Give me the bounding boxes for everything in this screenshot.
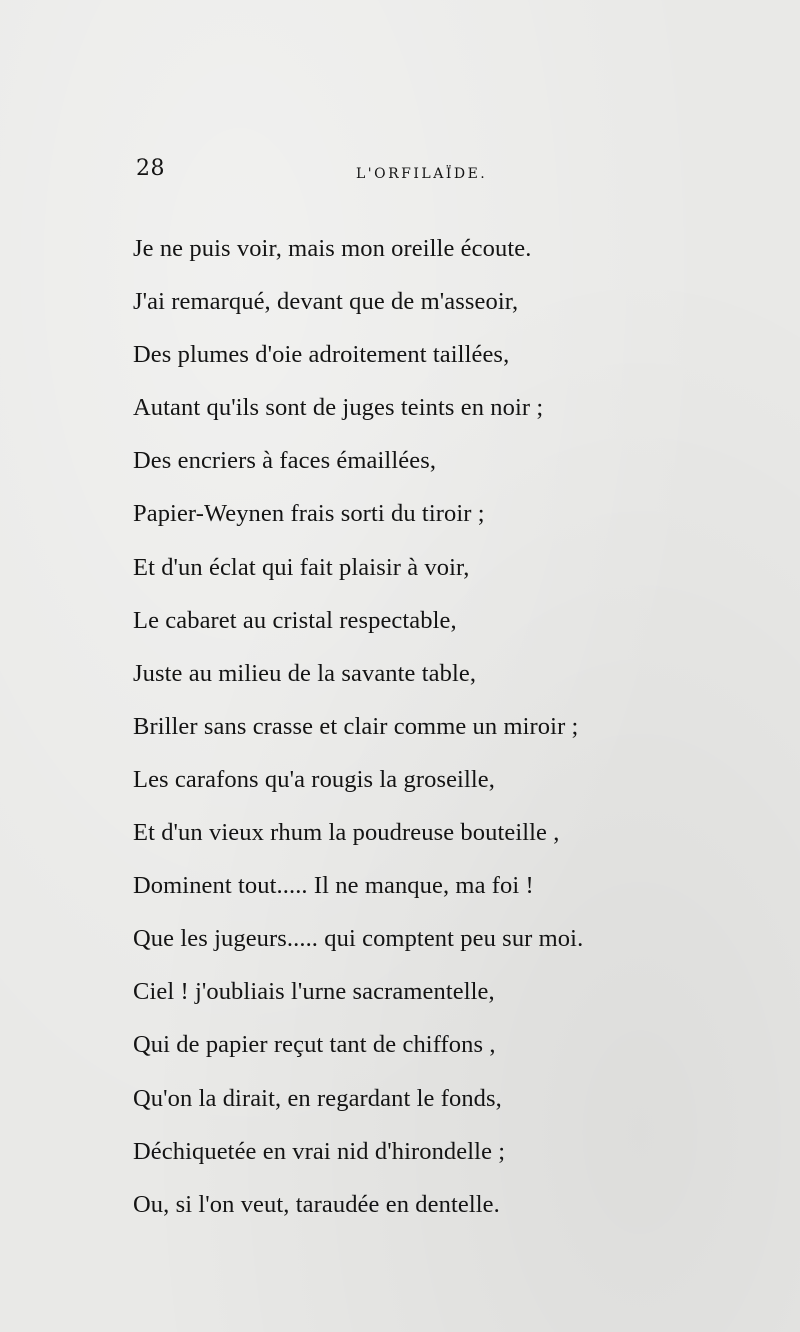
verse-line: J'ai remarqué, devant que de m'asseoir, [133,288,519,316]
running-head: L'ORFILAÏDE. [356,166,488,182]
verse-line: Les carafons qu'a rougis la groseille, [133,765,495,793]
verse-line: Qui de papier reçut tant de chiffons , [133,1031,496,1059]
verse-line: Autant qu'ils sont de juges teints en noir ; [133,394,544,422]
verse-line: Que les jugeurs..... qui comptent peu sur moi. [133,925,584,953]
verse-line: Et d'un vieux rhum la poudreuse bouteille , [133,819,560,847]
page-number: 28 [136,156,165,181]
verse-line: Des encriers à faces émaillées, [133,447,437,475]
verse-line: Ou, si l'on veut, taraudée en dentelle. [133,1190,500,1218]
verse-line: Papier-Weynen frais sorti du tiroir ; [133,500,485,528]
verse-block [133,222,773,1231]
verse-line: Dominent tout..... Il ne manque, ma foi ! [133,872,534,900]
verse-line: Juste au milieu de la savante table, [133,659,477,687]
verse-line: Je ne puis voir, mais mon oreille écoute. [133,235,532,262]
verse-line: Ciel ! j'oubliais l'urne sacramentelle, [133,978,495,1006]
verse-line: Briller sans crasse et clair comme un miroir ; [133,712,579,740]
verse-line: Déchiquetée en vrai nid d'hirondelle ; [133,1137,506,1165]
verse-line: Des plumes d'oie adroitement taillées, [133,341,510,369]
verse-line: Et d'un éclat qui fait plaisir à voir, [133,553,470,581]
verse-line: Qu'on la dirait, en regardant le fonds, [133,1084,502,1112]
verse-line: Le cabaret au cristal respectable, [133,606,457,634]
